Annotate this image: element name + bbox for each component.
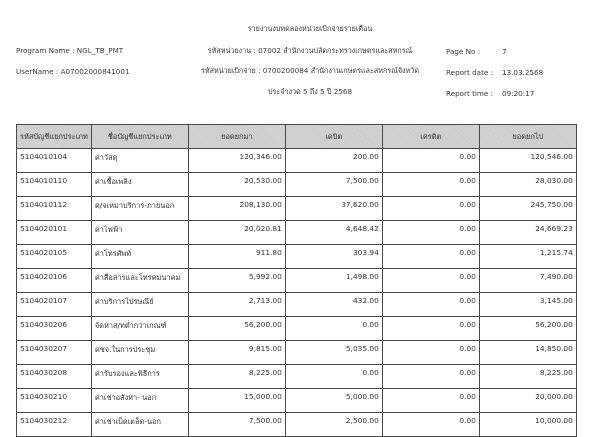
report-date-value: 13.03.2568 — [502, 68, 544, 77]
report-title: รายงานงบทดลองหน่วยเบิกจ่ายรายเดือน — [247, 24, 373, 33]
cell-account-name: ค่าเช่าเบ็ดเตล็ด-นอก — [91, 413, 188, 437]
cell-account-code: 5104030210 — [17, 389, 92, 413]
cell-opening-balance: 2,713.00 — [188, 293, 285, 317]
report-time-label: Report time : — [446, 89, 494, 98]
cell-account-code: 5104020105 — [17, 245, 92, 269]
table-row — [17, 317, 577, 341]
cell-debit: 5,000.00 — [285, 389, 382, 413]
table-row — [17, 197, 577, 221]
cell-credit: 0.00 — [382, 341, 479, 365]
page-no-label: Page No : — [446, 47, 481, 56]
cell-account-name: คชจ.ในการประชุม — [91, 341, 188, 365]
table-row — [17, 149, 577, 173]
cell-account-code: 5104030212 — [17, 413, 92, 437]
cell-account-code: 5104010112 — [17, 197, 92, 221]
trial-balance-table — [16, 124, 577, 437]
header-account-name: ชื่อบัญชีแยกประเภท — [91, 125, 188, 149]
cell-credit: 0.00 — [382, 269, 479, 293]
header-closing-balance: ยอดยกไป — [479, 125, 576, 149]
cell-credit: 0.00 — [382, 245, 479, 269]
cell-account-code: 5104030208 — [17, 365, 92, 389]
cell-debit: 5,035.00 — [285, 341, 382, 365]
cell-credit: 0.00 — [382, 413, 479, 437]
cell-debit: 2,500.00 — [285, 413, 382, 437]
cell-debit: 4,648.42 — [285, 221, 382, 245]
cell-opening-balance: 911.80 — [188, 245, 285, 269]
cell-debit: 37,620.00 — [285, 197, 382, 221]
cell-account-name: ค่าเชื้อเพลิง — [91, 173, 188, 197]
cell-account-code: 5104030206 — [17, 317, 92, 341]
report-date-label: Report date : — [446, 68, 494, 77]
cell-opening-balance: 120,346.00 — [188, 149, 285, 173]
cell-opening-balance: 56,200.00 — [188, 317, 285, 341]
user-name: UserName : A07002000841001 — [16, 67, 130, 76]
cell-credit: 0.00 — [382, 389, 479, 413]
cell-debit: 0.00 — [285, 365, 382, 389]
cell-account-name: ค่ารับรองและพิธีการ — [91, 365, 188, 389]
cell-closing-balance: 28,030.00 — [479, 173, 576, 197]
cell-account-name: ค่าวัสดุ — [91, 149, 188, 173]
header-opening-balance: ยอดยกมา — [188, 125, 285, 149]
cell-debit: 1,498.00 — [285, 269, 382, 293]
cell-credit: 0.00 — [382, 293, 479, 317]
cell-closing-balance: 56,200.00 — [479, 317, 576, 341]
cell-closing-balance: 7,490.00 — [479, 269, 576, 293]
cell-debit: 200.00 — [285, 149, 382, 173]
cell-account-code: 5104020107 — [17, 293, 92, 317]
cell-account-name: ค่าเช่าอสังหา- นอก — [91, 389, 188, 413]
cell-closing-balance: 120,546.00 — [479, 149, 576, 173]
cell-account-code: 5104010104 — [17, 149, 92, 173]
table-row — [17, 389, 577, 413]
cell-opening-balance: 5,992.00 — [188, 269, 285, 293]
table-row — [17, 173, 577, 197]
cell-credit: 0.00 — [382, 173, 479, 197]
cell-account-name: ค่าไฟฟ้า — [91, 221, 188, 245]
table-row — [17, 221, 577, 245]
cell-opening-balance: 20,020.81 — [188, 221, 285, 245]
cell-closing-balance: 24,669.23 — [479, 221, 576, 245]
cell-closing-balance: 20,000.00 — [479, 389, 576, 413]
report-time-value: 09:20:17 — [502, 89, 535, 98]
cell-closing-balance: 3,145.00 — [479, 293, 576, 317]
cell-credit: 0.00 — [382, 365, 479, 389]
cell-closing-balance: 14,850.00 — [479, 341, 576, 365]
header-credit: เครดิต — [382, 125, 479, 149]
cell-credit: 0.00 — [382, 221, 479, 245]
disbursing-unit: รหัสหน่วยเบิกจ่าย : 0700200084 สำนักงานเกษตรและสหกรณ์จังหวัด — [200, 66, 419, 75]
cell-credit: 0.00 — [382, 197, 479, 221]
table-row — [17, 245, 577, 269]
cell-account-code: 5104030207 — [17, 341, 92, 365]
cell-opening-balance: 7,500.00 — [188, 413, 285, 437]
cell-closing-balance: 8,225.00 — [479, 365, 576, 389]
cell-account-code: 5104020101 — [17, 221, 92, 245]
agency-code: รหัสหน่วยงาน : 07002 สำนักงานปลัดกระทรวงเกษตรและสหกรณ์ — [207, 46, 413, 55]
table-row — [17, 341, 577, 365]
cell-debit: 0.00 — [285, 317, 382, 341]
table-row — [17, 293, 577, 317]
cell-credit: 0.00 — [382, 317, 479, 341]
cell-opening-balance: 15,000.00 — [188, 389, 285, 413]
cell-opening-balance: 8,225.00 — [188, 365, 285, 389]
cell-account-name: ค่าบริการไปรษณีย์ — [91, 293, 188, 317]
cell-opening-balance: 208,130.00 — [188, 197, 285, 221]
cell-closing-balance: 245,750.00 — [479, 197, 576, 221]
cell-account-name: ค/จเหมาบริการ-ภายนอก — [91, 197, 188, 221]
cell-account-code: 5104010110 — [17, 173, 92, 197]
table-row — [17, 365, 577, 389]
header-account-code: รหัสบัญชีแยกประเภท — [17, 125, 92, 149]
report-period: ประจำงวด 5 ถึง 5 ปี 2568 — [267, 87, 353, 96]
table-row — [17, 269, 577, 293]
cell-account-name: ค่าสื่อสารและโทรคมนาคม — [91, 269, 188, 293]
table-header-row — [17, 125, 577, 149]
cell-debit: 7,500.00 — [285, 173, 382, 197]
cell-closing-balance: 1,215.74 — [479, 245, 576, 269]
cell-debit: 303.94 — [285, 245, 382, 269]
cell-account-code: 5104020106 — [17, 269, 92, 293]
cell-account-name: จัดหาส/ทต่ำกว่าเกณฑ์ — [91, 317, 188, 341]
cell-credit: 0.00 — [382, 149, 479, 173]
cell-account-name: ค่าโทรศัพท์ — [91, 245, 188, 269]
page-no-value: 7 — [502, 47, 507, 56]
cell-opening-balance: 9,815.00 — [188, 341, 285, 365]
header-debit: เดบิต — [285, 125, 382, 149]
cell-debit: 432.00 — [285, 293, 382, 317]
program-name: Program Name : NGL_TB_PMT — [16, 46, 124, 55]
cell-opening-balance: 20,530.00 — [188, 173, 285, 197]
cell-closing-balance: 10,000.00 — [479, 413, 576, 437]
